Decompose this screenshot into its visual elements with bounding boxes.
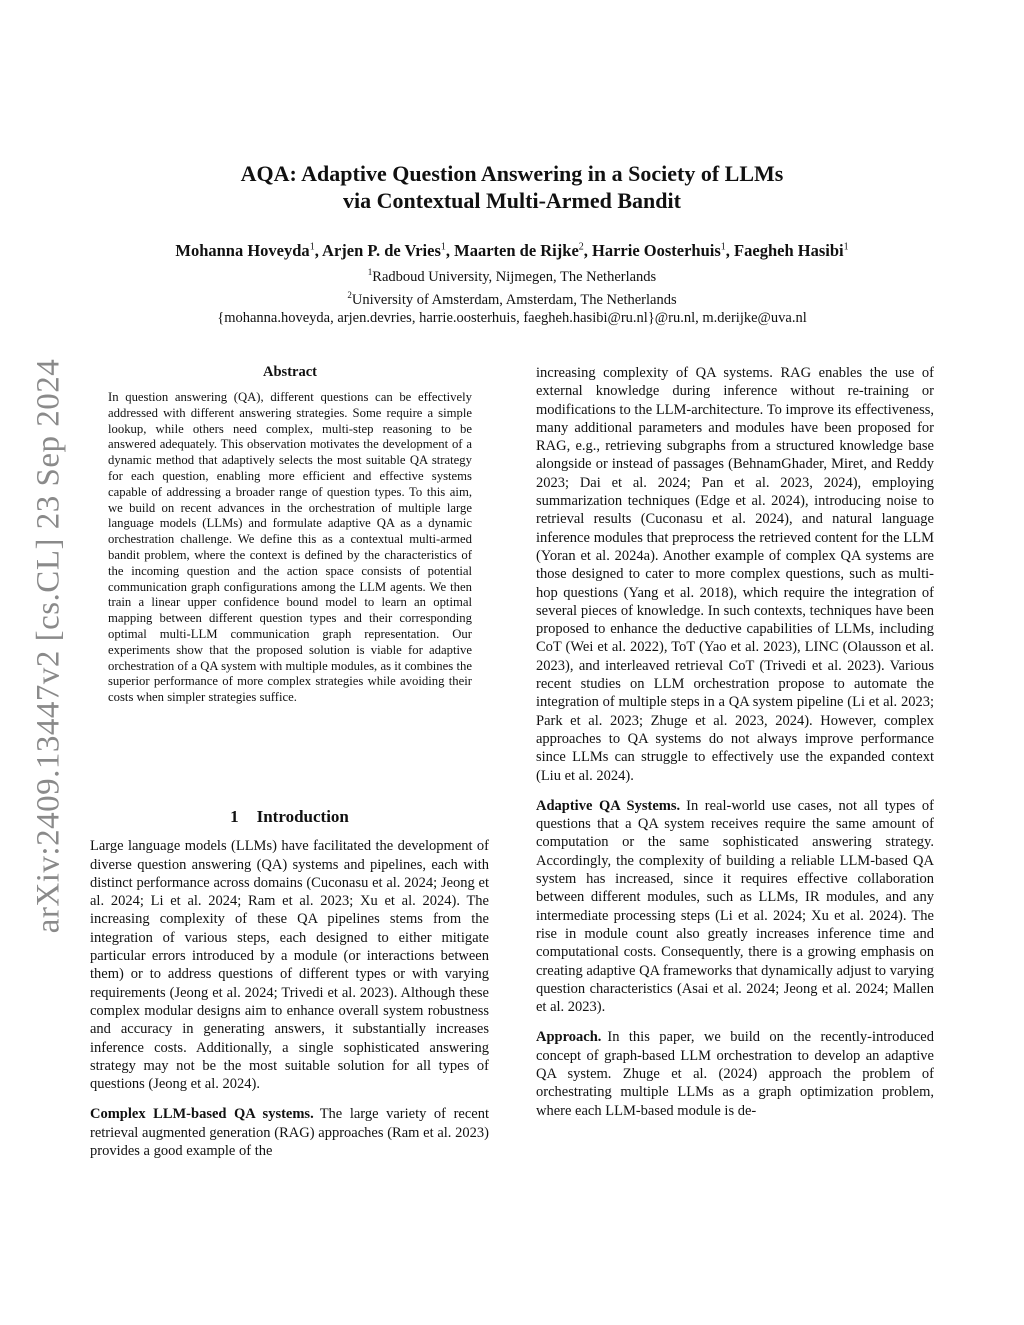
author-list bbox=[62, 236, 962, 262]
right-column bbox=[536, 364, 934, 1132]
section-title: Introduction bbox=[256, 807, 349, 826]
paragraph-heading: Approach. bbox=[536, 1029, 602, 1046]
body-paragraph: increasing complexity of QA systems. RAG enables the use of external knowledge during inference without re-training or modifications to the LLM-architecture. To improve its effectiveness, many additional parameters and modules have been proposed for RAG, e.g., retrieving subgraphs from a structured knowledge base alongside or instead of passages (BehnamGhader, Miret, and Reddy 2023; Dai et al. 2024; Pan et al. 2023, 2024), employing summarization techniques (Edge et al. 2024), introducing noise to retrieval results (Cuconasu et al. 2024), and natural language inference modules that preprocess the retrieved content for the LLM (Yoran et al. 2024a). Another example of complex QA systems are those designed to cater to more complex questions, such as multi-hop questions (Yang et al. 2018), which require the integration of several pieces of knowledge. In such contexts, techniques have been proposed to enhance the deductive capabilities of LLMs, including CoT (Wei et al. 2022), ToT (Yao et al. 2023), LINC (Olausson et al. 2023), and interleaved retrieval CoT (Trivedi et al. 2023). Various recent studies on LLM orchestration propose to automate the integration of multiple steps in a QA system pipeline (Li et al. 2023; Park et al. 2023; Zhuge et al. 2023, 2024). However, complex approaches to QA systems do not always improve performance since LLMs can struggle to effectively use the expanded context (Liu et al. 2024). bbox=[536, 365, 934, 784]
paragraph-heading: Adaptive QA Systems. bbox=[536, 797, 681, 814]
affiliation: $^1$Radboud University, Nijmegen, The Netherlands bbox=[367, 267, 657, 285]
paragraph-text: The large variety of recent retrieval augmented generation (RAG) approaches (Ram et al. 2023) provides a good example of the bbox=[90, 1106, 489, 1160]
affiliations bbox=[62, 263, 962, 327]
arxiv-identifier: arXiv:2409.13447v2 [cs.CL] 23 Sep 2024 bbox=[30, 358, 67, 934]
title-line-1: AQA: Adaptive Question Answering in a Society of LLMs bbox=[240, 161, 784, 186]
paper-title bbox=[112, 160, 912, 214]
paragraph-heading: Complex LLM-based QA systems. bbox=[90, 1106, 314, 1123]
author: Arjen P. de Vries$^1$, bbox=[322, 240, 455, 260]
title-line-2: via Contextual Multi-Armed Bandit bbox=[343, 188, 681, 213]
paragraph-text: In this paper, we build on the recently-introduced concept of graph-based LLM orchestration to develop an adaptive QA system. Zhuge et al. (2024) approach the problem of orchestrating multiple LLMs as a graph optimization problem, where each LLM-based module is de- bbox=[536, 1029, 934, 1119]
abstract-section bbox=[108, 364, 472, 706]
section-number: 1 bbox=[230, 807, 239, 826]
intro-paragraph bbox=[90, 1105, 489, 1160]
body-paragraph bbox=[536, 797, 934, 1017]
author: Mohanna Hoveyda$^1$, bbox=[175, 240, 323, 260]
introduction-heading bbox=[90, 808, 489, 826]
paragraph-text: In real-world use cases, not all types of questions that a QA system receives require the same amount of computation or the same sophisticated answering strategy. Accordingly, the complexity of building a reliable LLM-based QA system has increased, since it requires effective collaboration between different modules, such as LLMs, IR modules, and any intermediate processing steps (Li et al. 2024; Xu et al. 2024). The rise in module count also greatly increases inference time and computational costs. Consequently, there is a growing emphasis on creating adaptive QA frameworks that dynamically adjust to varying question characteristics (Asai et al. 2024; Jeong et al. 2024; Mallen et al. 2023). bbox=[536, 797, 934, 1016]
author: Faegheh Hasibi$^1$ bbox=[734, 240, 849, 260]
body-paragraph bbox=[536, 1028, 934, 1119]
intro-paragraph: Large language models (LLMs) have facilitated the development of diverse question answering (QA) systems and pipelines, each with distinct performance across domains (Cuconasu et al. 2024; Jeong et al. 2024; Li et al. 2024; Ram et al. 2023; Xu et al. 2024). The increasing complexity of these QA pipelines stems from the integration of various steps, each designed to either mitigate particular errors introduced by a module (or interactions between them) or to address questions of different types or with varying requirements (Jeong et al. 2024; Trivedi et al. 2023). Although these complex modular designs aim to enhance overall system robustness and accuracy in generating answers, it substantially increases inference costs. Additionally, a single sophisticated answering strategy may not be the most suitable solution for all types of questions (Jeong et al. 2024). bbox=[90, 838, 489, 1093]
affiliation: $^2$University of Amsterdam, Amsterdam, The Netherlands bbox=[347, 289, 677, 308]
author-emails: {mohanna.hoveyda, arjen.devries, harrie.oosterhuis, faegheh.hasibi@ru.nl}@ru.nl, m.derijke@uva.nl bbox=[217, 309, 807, 326]
left-column bbox=[90, 800, 489, 1172]
abstract-text: In question answering (QA), different questions can be effectively addressed with different answering strategies. Some require a simple lookup, while others need complex, multi-step reasoning to be answered adequately. This observation motivates the development of a dynamic method that adaptively selects the most suitable QA strategy for each question, enabling more efficient and effective systems capable of addressing a broader range of question types. To this aim, we build on recent advances in the orchestration of multiple large language models (LLMs) and formulate adaptive QA as a dynamic orchestration challenge. We define this as a contextual multi-armed bandit problem, where the context is defined by the characteristics of the incoming question and the action space consists of potential communication graph configurations among the LLM agents. We then train a linear upper confidence bound model to learn an optimal mapping between different question types and their corresponding optimal multi-LLM communication graph representation. Our experiments show that the proposed solution is viable for adaptive orchestration of a QA system with multiple modules, as it combines the superior performance of more complex strategies while avoiding their costs when simpler strategies suffice. bbox=[108, 390, 472, 705]
author: Maarten de Rijke$^2$, bbox=[454, 240, 593, 260]
abstract-heading: Abstract bbox=[263, 364, 317, 380]
author: Harrie Oosterhuis$^1$, bbox=[592, 240, 735, 260]
